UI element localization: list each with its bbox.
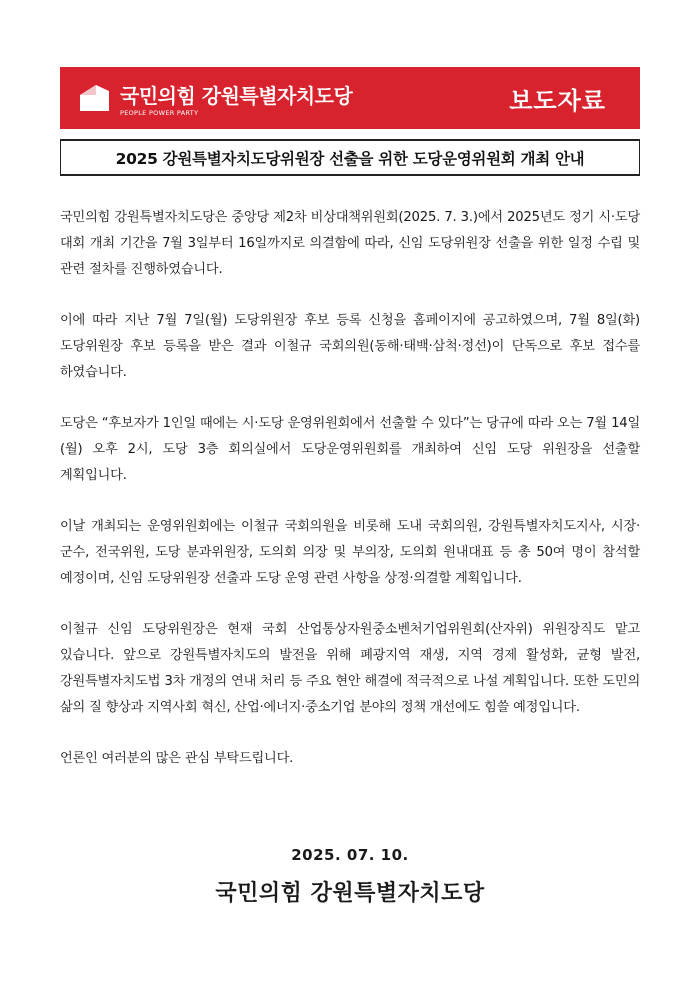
paragraph-5: 이철규 신임 도당위원장은 현재 국회 산업통상자원중소벤처기업위원회(산자위) 위원장직도 맡고 있습니다. 앞으로 강원특별자치도의 발전을 위해 폐광지역 재생, 지역 경제 활성화, 균형 발전, 강원특별자치도법 3차 개정의 연내 처리 등 주요 현안 해결에 적극적으로 나설 계획입니다. 또한 도민의 삶의 질 향상과 지역사회 혁신, 산업·에너지·중소기업 분야의 정책 개선에도 힘쓸 예정입니다. — [60, 622, 640, 715]
document-body — [60, 205, 640, 797]
paragraph-4: 이날 개최되는 운영위원회에는 이철규 국회의원을 비롯해 도내 국회의원, 강원특별자치도지사, 시장·군수, 전국위원, 도당 분과위원장, 도의회 의장 및 부의장, 도의회 원내대표 등 총 50여 명이 참석할 예정이며, 신임 도당위원장 선출과 도당 운영 관련 사항을 상정·의결할 계획입니다. — [60, 519, 640, 586]
paragraph-3: 도당은 “후보자가 1인일 때에는 시·도당 운영위원회에서 선출할 수 있다”는 당규에 따라 오는 7월 14일(월) 오후 2시, 도당 3층 회의실에서 도당운영위원회를 개최하여 신임 도당 위원장을 선출할 계획입니다. — [60, 416, 640, 483]
closing-line: 언론인 여러분의 많은 관심 부탁드립니다. — [60, 751, 294, 766]
party-subtitle: PEOPLE POWER PARTY — [120, 109, 199, 117]
paragraph-1: 국민의힘 강원특별자치도당은 중앙당 제2차 비상대책위원회(2025. 7. 3.)에서 2025년도 정기 시·도당 대회 개최 기간을 7월 3일부터 16일까지로 의결함에 따라, 신임 도당위원장 선출을 위한 일정 수립 및 관련 절차를 진행하였습니다. — [60, 210, 640, 277]
signature: 국민의힘 강원특별자치도당 — [215, 881, 485, 906]
doc-type-label: 보도자료 — [509, 87, 606, 115]
release-date: 2025. 07. 10. — [291, 846, 409, 864]
header-banner — [60, 67, 640, 129]
paragraph-2: 이에 따라 지난 7월 7일(월) 도당위원장 후보 등록 신청을 홈페이지에 공고하였으며, 7월 8일(화) 도당위원장 후보 등록을 받은 결과 이철규 국회의원(동해·태백·삼척·정선)이 단독으로 후보 접수를 하였습니다. — [60, 313, 640, 380]
party-logo-icon — [76, 81, 112, 117]
party-name: 국민의힘 강원특별자치도당 — [120, 84, 353, 108]
page-title: 2025 강원특별자치도당위원장 선출을 위한 도당운영위원회 개최 안내 — [115, 149, 585, 168]
title-box — [60, 139, 640, 176]
